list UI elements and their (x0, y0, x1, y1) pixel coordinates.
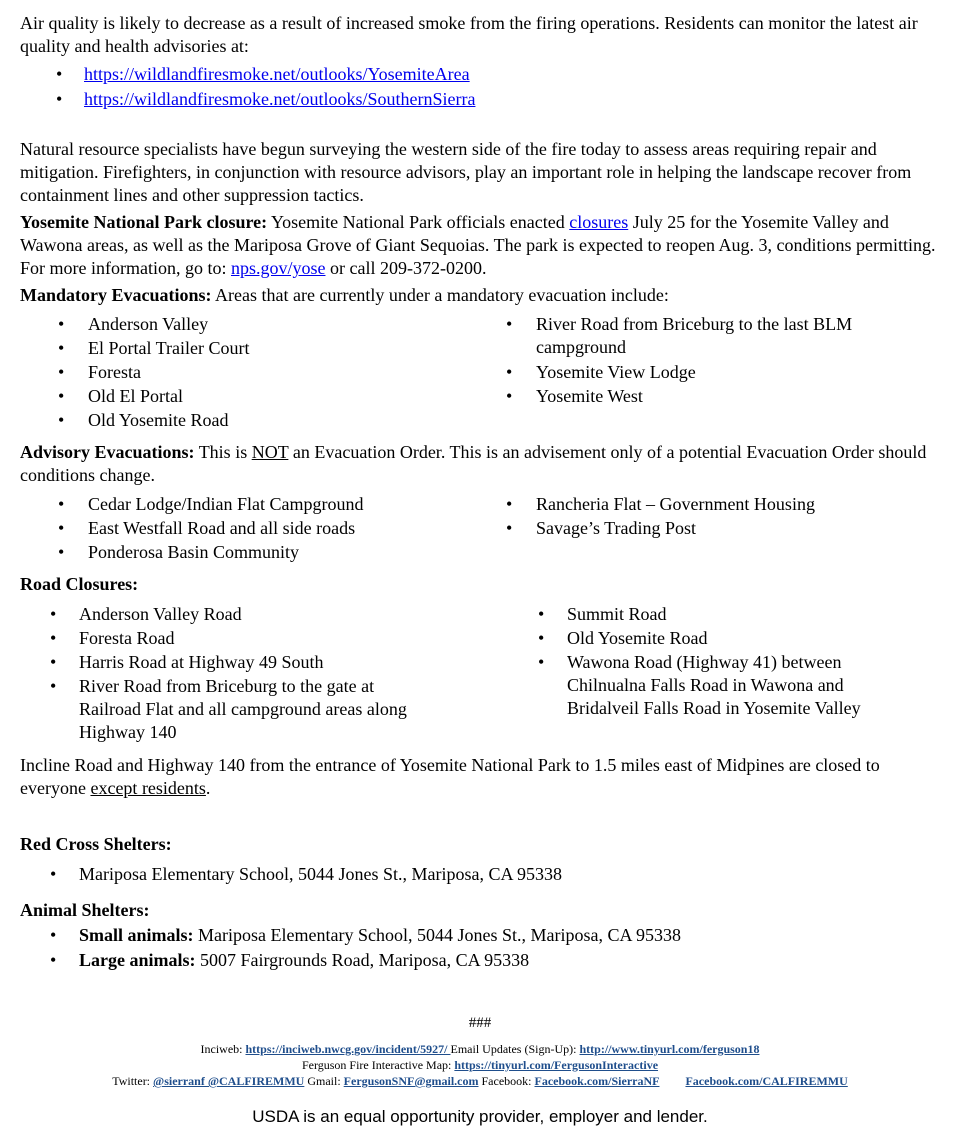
air-quality-links (20, 63, 940, 111)
mandatory-list-right (468, 313, 898, 432)
gmail-link[interactable]: FergusonSNF@gmail.com (343, 1074, 479, 1088)
road-closures-note (20, 754, 940, 800)
animal-shelters-heading (20, 899, 940, 922)
facebook-label: Facebook: (478, 1074, 535, 1088)
advisory-list-left (20, 493, 468, 564)
advisory-text: This is (194, 442, 252, 462)
facebook-calfire-link[interactable]: Facebook.com/CALFIREMMU (685, 1074, 848, 1088)
southern-sierra-link[interactable]: https://wildlandfiresmoke.net/outlooks/SouthernSierra (84, 89, 476, 109)
list-item: • Rancheria Flat – Government Housing (468, 493, 898, 516)
list-item: • Old Yosemite Road (508, 627, 928, 650)
closures-link[interactable]: closures (569, 212, 629, 232)
park-closure-paragraph (20, 211, 940, 280)
mandatory-list (20, 313, 940, 432)
inciweb-label: Inciweb: (200, 1042, 246, 1056)
footer-line-1 (0, 1041, 960, 1057)
road-closures-list (20, 603, 940, 744)
advisory-heading: Advisory Evacuations: (20, 442, 195, 462)
facebook-sierranf-link[interactable]: Facebook.com/SierraNF (534, 1074, 660, 1088)
list-item: • East Westfall Road and all side roads (20, 517, 468, 540)
footer (0, 1013, 960, 1128)
list-item: • Foresta (20, 361, 468, 384)
red-cross-list (20, 863, 940, 886)
gmail-label: Gmail: (304, 1074, 344, 1088)
list-item: • Ponderosa Basin Community (20, 541, 468, 564)
list-item (20, 949, 940, 972)
list-item: • Harris Road at Highway 49 South (20, 651, 490, 674)
list-item: • Yosemite View Lodge (468, 361, 898, 384)
park-text: Yosemite National Park officials enacted (267, 212, 570, 232)
road-note-text: Incline Road and Highway 140 from the entrance of Yosemite National Park to 1.5 miles east of Midpines are closed to everyone (20, 755, 880, 798)
mandatory-paragraph (20, 284, 940, 307)
red-cross-title: Red Cross Shelters: (20, 834, 172, 854)
road-closures-left (20, 603, 490, 744)
end-marks: ### (468, 1015, 492, 1031)
road-note-text: . (205, 778, 211, 798)
inciweb-link[interactable]: https://inciweb.nwcg.gov/incident/5927/ (245, 1042, 451, 1056)
yosemite-area-link[interactable]: https://wildlandfiresmoke.net/outlooks/YosemiteArea (84, 64, 470, 84)
footer-line-2 (0, 1057, 960, 1073)
road-closures-heading (20, 573, 940, 596)
red-cross-heading (20, 833, 940, 856)
list-item: • Mariposa Elementary School, 5044 Jones St., Mariposa, CA 95338 (20, 863, 940, 886)
list-item: • Yosemite West (468, 385, 898, 408)
list-item: • Savage’s Trading Post (468, 517, 898, 540)
mandatory-text: Areas that are currently under a mandatory evacuation include: (211, 285, 669, 305)
advisory-list-right (468, 493, 898, 564)
nps-link[interactable]: nps.gov/yose (230, 258, 326, 278)
footer-line-3 (0, 1073, 960, 1089)
park-closure-heading: Yosemite National Park closure: (20, 212, 268, 232)
animal-shelters-list (20, 924, 940, 972)
mandatory-list-left (20, 313, 468, 432)
road-closures-right (508, 603, 928, 744)
animal-shelters-title: Animal Shelters: (20, 900, 150, 920)
list-item: • Old El Portal (20, 385, 468, 408)
large-animals-text: 5007 Fairgrounds Road, Mariposa, CA 95338 (195, 950, 530, 970)
small-animals-text: Mariposa Elementary School, 5044 Jones St., Mariposa, CA 95338 (193, 925, 681, 945)
small-animals-label: Small animals: (79, 925, 194, 945)
email-label: Email Updates (Sign-Up): (450, 1042, 580, 1056)
list-item (20, 88, 940, 111)
usda-statement: USDA is an equal opportunity provider, employer and lender. (252, 1107, 708, 1126)
map-label: Ferguson Fire Interactive Map: (301, 1058, 455, 1072)
advisory-text: an Evacuation Order. This is an advisement only of a potential Evacuation Order should conditions change. (20, 442, 927, 485)
list-item: • Summit Road (508, 603, 928, 626)
resources-paragraph: Natural resource specialists have begun surveying the western side of the fire today to assess areas requiring repair and mitigation. Firefighters, in conjunction with resource advisors, play an important role in helping the landscape recover from containment lines and other suppression tactics. (20, 139, 912, 205)
list-item (20, 924, 940, 947)
list-item (20, 63, 940, 86)
list-item: • River Road from Briceburg to the last BLM campground (468, 313, 898, 359)
not-emphasis: NOT (251, 442, 289, 462)
advisory-list (20, 493, 940, 564)
list-item: • Old Yosemite Road (20, 409, 468, 432)
list-item: • Foresta Road (20, 627, 490, 650)
park-text: or call 209-372-0200. (325, 258, 487, 278)
list-item: • Anderson Valley Road (20, 603, 490, 626)
list-item: • Wawona Road (Highway 41) between Chilnualna Falls Road in Wawona and Bridalveil Falls Road in Yosemite Valley (508, 651, 928, 720)
list-item: • El Portal Trailer Court (20, 337, 468, 360)
list-item: • Cedar Lodge/Indian Flat Campground (20, 493, 468, 516)
mandatory-heading: Mandatory Evacuations: (20, 285, 212, 305)
list-item: • Anderson Valley (20, 313, 468, 336)
twitter-label: Twitter: (112, 1074, 154, 1088)
air-quality-paragraph: Air quality is likely to decrease as a result of increased smoke from the firing operations. Residents can monitor the latest air quality and health advisories at: (20, 13, 918, 56)
interactive-map-link[interactable]: https://tinyurl.com/FergusonInteractive (454, 1058, 659, 1072)
twitter-links[interactable]: @sierranf @CALFIREMMU (153, 1074, 305, 1088)
advisory-paragraph (20, 441, 940, 487)
list-item: • River Road from Briceburg to the gate at Railroad Flat and all campground areas along Highway 140 (20, 675, 490, 744)
park-text: July 25 for the Yosemite Valley and Wawona areas, as well as the Mariposa Grove of Giant Sequoias. The park is expected to reopen Aug. 3, conditions permitting. For more information, go to: (20, 212, 936, 278)
road-closures-title: Road Closures: (20, 574, 139, 594)
large-animals-label: Large animals: (79, 950, 196, 970)
email-signup-link[interactable]: http://www.tinyurl.com/ferguson18 (579, 1042, 760, 1056)
except-residents: except residents (90, 778, 206, 798)
document-body (20, 12, 940, 972)
